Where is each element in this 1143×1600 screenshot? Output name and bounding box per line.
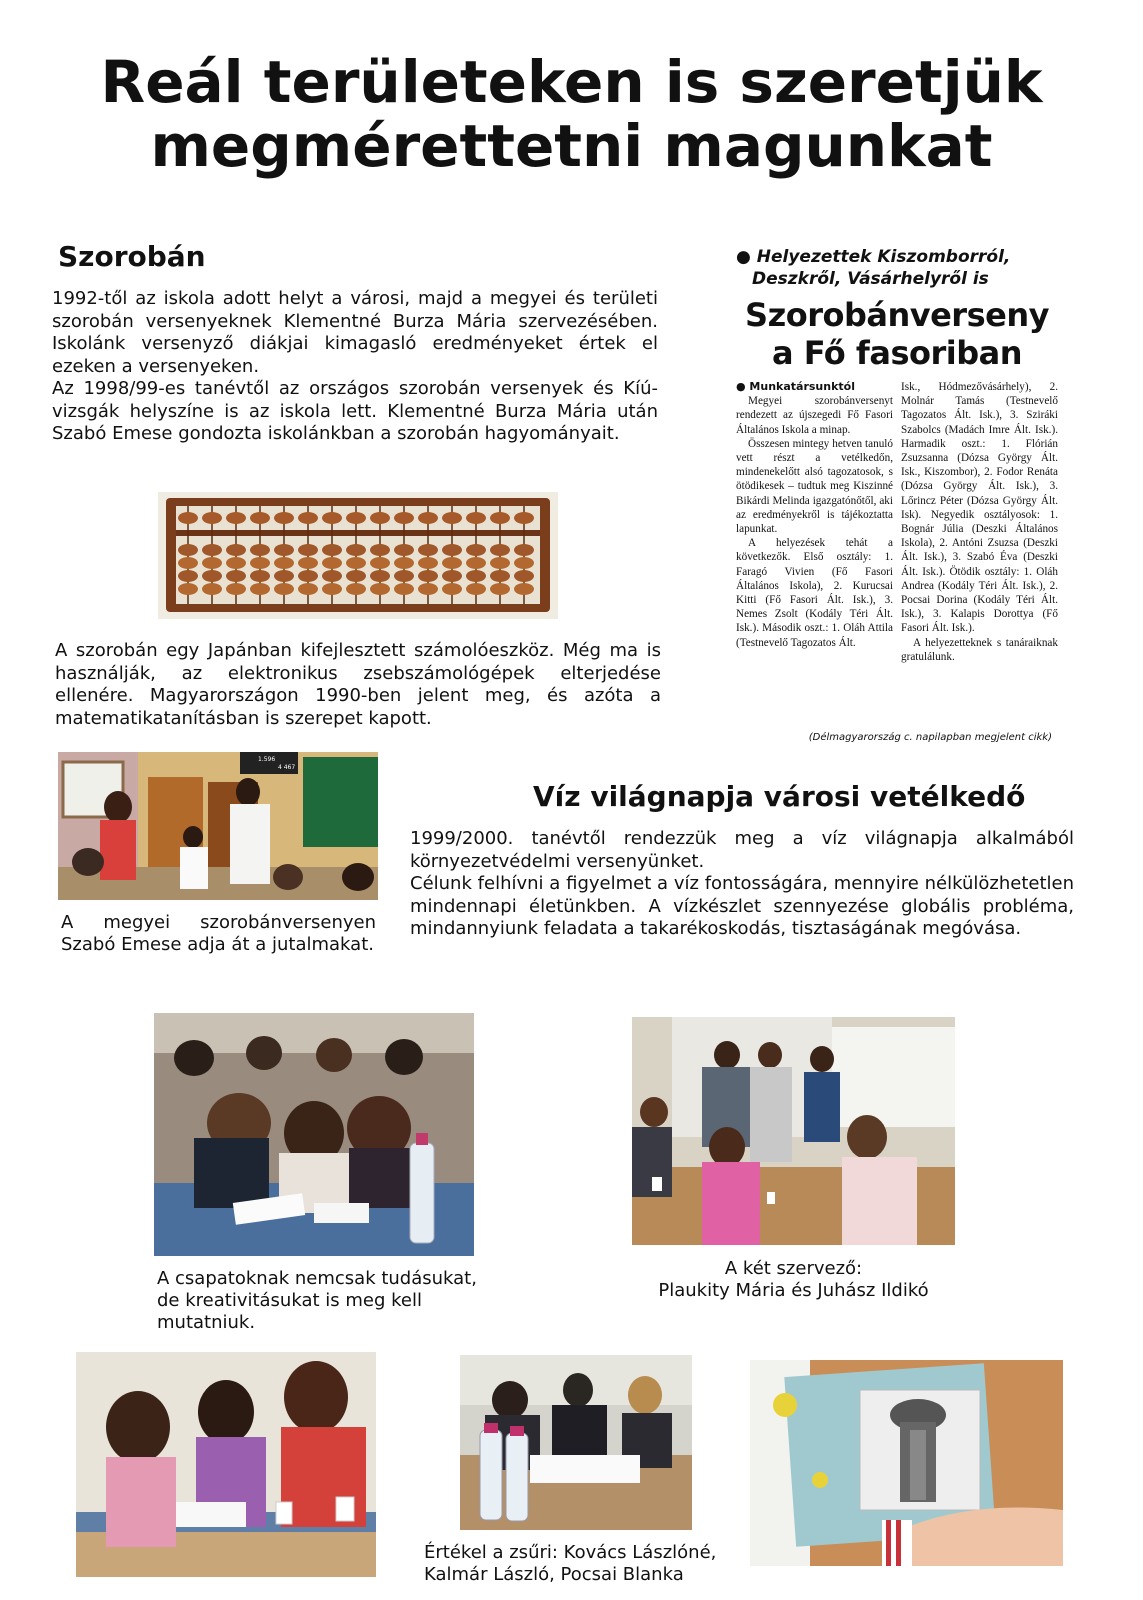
szoroban-description: A szorobán egy Japánban kifejlesztett számolóeszköz. Még ma is használják, az elektronikus zsebszámológépek elterjedése ellenére. Magyarországon 1990-ben jelent meg, és azóta a matematikatanításban is szerepet kapott.	[55, 640, 661, 729]
newspaper-column-1	[736, 380, 893, 664]
viz-paragraph-2: Célunk felhívni a figyelmet a víz fontosságára, mennyire nélkülözhetetlen mindennapi életünkben. A vízkészlet szennyezése globális probléma, mindannyiunk feladata a takarékoskodás, tisztaságának megóvása.	[410, 873, 1074, 939]
newspaper-paragraph: Megyei szorobánversenyt rendezett az újszegedi Fő Fasori Általános Iskola a minap.	[736, 395, 893, 436]
newspaper-kicker	[736, 246, 1058, 290]
newspaper-headline-line-1: Szorobánverseny	[745, 296, 1049, 334]
award-ceremony-caption: A megyei szorobánversenyen Szabó Emese adja át a jutalmakat.	[61, 912, 376, 955]
title-line-2: megmérettetni magunkat	[150, 112, 993, 180]
newspaper-source-note: (Délmagyarország c. napilapban megjelent cikk)	[808, 732, 1052, 743]
organizers-caption-line-2: Plaukity Mária és Juhász Ildikó	[658, 1280, 929, 1301]
newspaper-paragraph: Isk., Hódmezővásárhely), 2. Molnár Tamás (Testnevelő Tagozatos Ált. Isk.), 3. Sziráki Szabolcs (Madách Imre Ált. Isk.). Harmadik oszt.: 1. Flórián Zsuzsanna (Dózsa György Ált. Isk., Kiszombor), 2. Fodor Renáta (Dózsa György Ált. Isk.), 3. Lőrincz Péter (Dózsa György Ált. Isk). Negyedik osztályosok: 1. Bognár Júlia (Deszki Általános Iskola), 2. Antóni Zsuzsa (Deszki Ált. Isk.), 3. Szabó Éva (Deszki Ált. Isk.). Ötödik osztály: 1. Oláh Andrea (Kodály Téri Ált. Isk.), 2. Pocsai Dorina (Kodály Téri Ált. Isk.), 3. Kalapis Dorottya (Fő Fasori Ált. Isk.).	[901, 381, 1058, 635]
title-line-1: Reál területeken is szeretjük	[100, 48, 1043, 116]
newspaper-paragraph: Összesen mintegy hetven tanuló vett részt a vetélkedőn, mindenekelőtt alsó tagozatosok, s ötödikesek – tudtuk meg Kiszinné Bikárdi Melinda igazgatónőtől, aki az eredményekről is tájékoztatta lapunkat.	[736, 437, 893, 536]
board-score-right: 4 467	[278, 764, 296, 771]
jury-caption-line-2: Kalmár László, Pocsai Blanka	[424, 1564, 684, 1585]
award-ceremony-photo	[58, 752, 378, 900]
newspaper-kicker-line-1: ● Helyezettek Kiszomborról,	[736, 247, 1011, 267]
girls-working-photo	[76, 1352, 376, 1577]
organizers-photo	[632, 1017, 955, 1245]
organizers-caption-line-1: A két szervező:	[724, 1258, 863, 1279]
board-score-left: 1.596	[258, 756, 276, 763]
newspaper-kicker-line-2: Deszkről, Vásárhelyről is	[752, 269, 989, 289]
szoroban-intro	[52, 288, 658, 446]
team-working-photo	[154, 1013, 474, 1256]
newspaper-clipping	[736, 246, 1058, 746]
newspaper-paragraph: A helyezések tehát a következők. Első osztály: 1. Faragó Vivien (Fő Fasori Általános Iskola), 2. Kurucsai Kitti (Fő Fasori Ált. Isk.), 3. Nemes Zsolt (Kodály Téri Ált. Isk.). Második oszt.: 1. Oláh Attila (Testnevelő Tagozatos Ált.	[736, 537, 893, 649]
newspaper-headline-line-2: a Fő fasoriban	[772, 334, 1022, 372]
jury-caption	[424, 1542, 764, 1586]
jury-caption-line-1: Értékel a zsűri: Kovács Lászlóné,	[424, 1542, 717, 1563]
szoroban-paragraph-1: 1992-től az iskola adott helyt a városi, majd a megyei és területi szorobán versenyeknek Klementné Burza Mária szervezésében. Iskolánk versenyző diákjai kimagasló eredményeket értek el ezeken a versenyeken.	[52, 288, 658, 377]
soroban-abacus-photo	[158, 492, 558, 619]
newspaper-headline	[736, 296, 1058, 372]
newspaper-column-2	[901, 380, 1058, 664]
organizers-caption	[632, 1258, 955, 1302]
newspaper-byline: ● Munkatársunktól	[736, 380, 855, 393]
jury-photo	[460, 1355, 692, 1530]
szoroban-paragraph-2: Az 1998/99-es tanévtől az országos szorobán versenyek és Kíú-vizsgák helyszíne is az iskola lett. Klementné Burza Mária után Szabó Emese gondozta iskolánkban a szorobán hagyományait.	[52, 378, 658, 444]
szoroban-heading: Szorobán	[58, 240, 206, 273]
page-title	[0, 50, 1143, 178]
newspaper-paragraph: A helyezetteknek s tanáraiknak gratulálunk.	[901, 636, 1058, 663]
teams-caption: A csapatoknak nemcsak tudásukat, de kreativitásukat is meg kell mutatniuk.	[157, 1268, 477, 1333]
viz-intro	[410, 828, 1074, 941]
viz-paragraph-1: 1999/2000. tanévtől rendezzük meg a víz világnapja alkalmából környezetvédelmi versenyünket.	[410, 828, 1074, 872]
viz-heading: Víz világnapja városi vetélkedő	[533, 780, 1026, 813]
water-tower-puzzle-photo	[750, 1360, 1063, 1566]
